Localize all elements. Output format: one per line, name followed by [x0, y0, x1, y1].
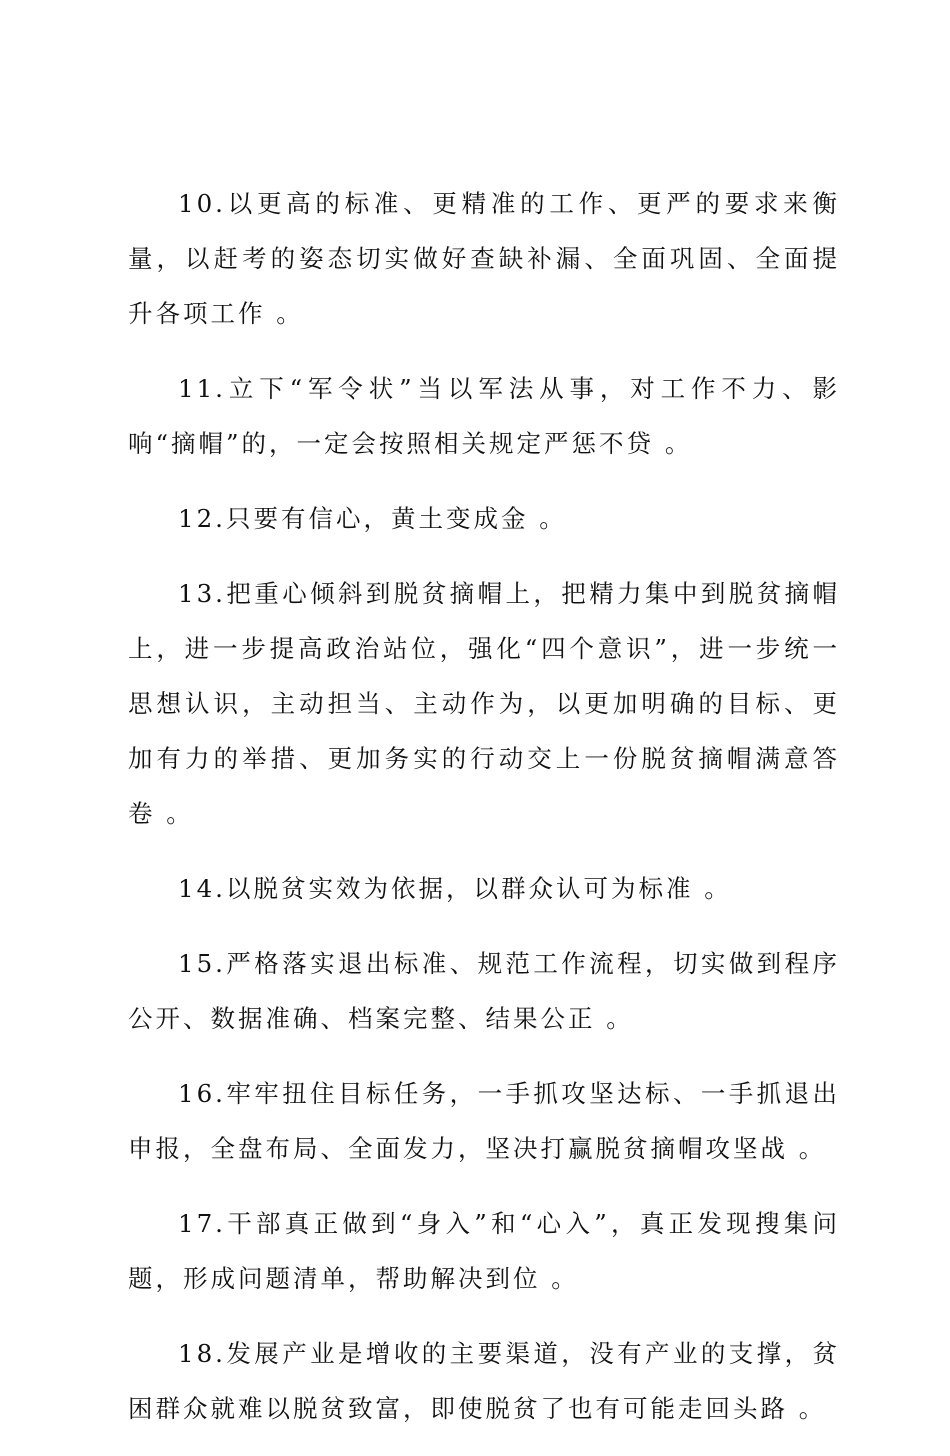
- paragraph-12: 12.只要有信心，黄土变成金 。: [178, 504, 567, 533]
- paragraph-10: 10.以更高的标准、更精准的工作、更严的要求来衡量，以赶考的姿态切实做好查缺补漏、全面巩固、全面提升各项工作 。: [128, 189, 840, 328]
- paragraph-17: 17.干部真正做到“身入”和“心入”，真正发现搜集问题，形成问题清单，帮助解决到位 。: [128, 1209, 840, 1293]
- paragraph-11: 11.立下“军令状”当以军法从事，对工作不力、影响“摘帽”的，一定会按照相关规定严惩不贷 。: [128, 374, 840, 458]
- paragraph-14: 14.以脱贫实效为依据，以群众认可为标准 。: [178, 874, 732, 903]
- paragraph-18: 18.发展产业是增收的主要渠道，没有产业的支撑，贫困群众就难以脱贫致富，即使脱贫了也有可能走回头路 。: [128, 1339, 840, 1423]
- paragraph-16: 16.牢牢扭住目标任务，一手抓攻坚达标、一手抓退出申报，全盘布局、全面发力，坚决打赢脱贫摘帽攻坚战 。: [128, 1079, 840, 1163]
- paragraph-13: 13.把重心倾斜到脱贫摘帽上，把精力集中到脱贫摘帽上，进一步提高政治站位，强化“四个意识”，进一步统一思想认识，主动担当、主动作为，以更加明确的目标、更加有力的举措、更加务实的行动交上一份脱贫摘帽满意答卷 。: [128, 579, 840, 828]
- paragraph-15: 15.严格落实退出标准、规范工作流程，切实做到程序公开、数据准确、档案完整、结果公正 。: [128, 949, 840, 1033]
- document-body: [128, 176, 840, 1456]
